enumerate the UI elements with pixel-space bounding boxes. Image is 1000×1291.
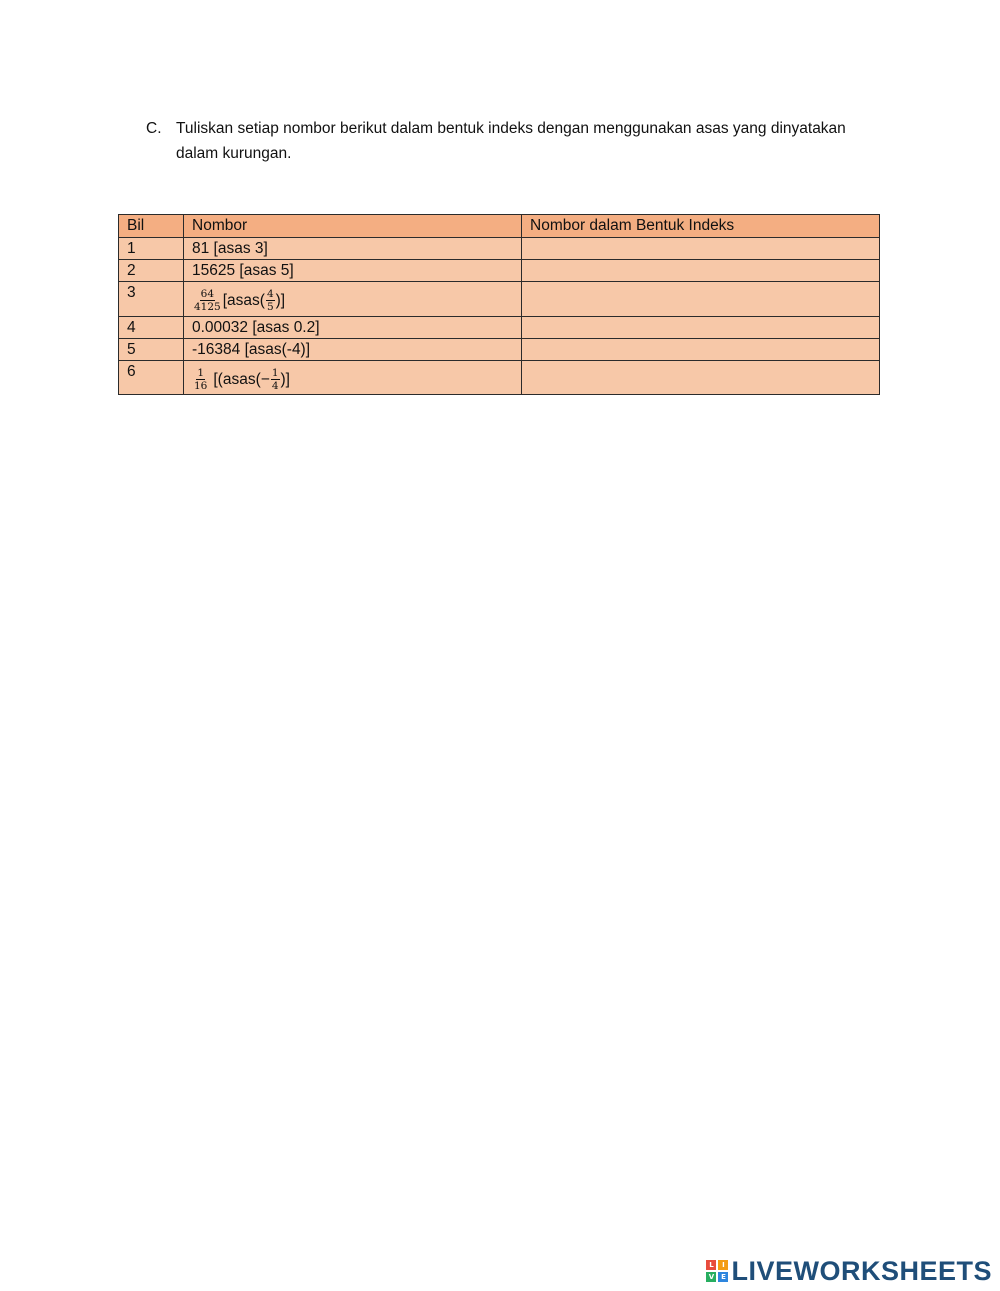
base-label: [asas( xyxy=(222,292,265,309)
answer-cell[interactable] xyxy=(522,338,880,360)
row-bil: 2 xyxy=(119,260,184,282)
fraction xyxy=(193,288,222,313)
row-nombor xyxy=(184,282,522,317)
row-nombor xyxy=(184,360,522,395)
answer-cell[interactable] xyxy=(522,238,880,260)
liveworksheets-logo xyxy=(706,1256,992,1286)
base-label: [(asas(− xyxy=(213,370,270,388)
logo-mark-icon xyxy=(706,1260,728,1282)
table-header-row xyxy=(119,215,880,238)
question-text: Tuliskan setiap nombor berikut dalam bentuk indeks dengan menggunakan asas yang dinyatakan dalam kurungan. xyxy=(176,120,846,162)
base-denominator: 4 xyxy=(271,379,279,392)
table-row xyxy=(119,282,880,317)
base-fraction xyxy=(266,288,275,313)
row-bil: 6 xyxy=(119,360,184,395)
logo-mark-letter: E xyxy=(718,1272,728,1282)
question-letter: C. xyxy=(146,120,162,137)
row-bil: 1 xyxy=(119,238,184,260)
answer-cell[interactable] xyxy=(522,360,880,395)
row-nombor: 81 [asas 3] xyxy=(184,238,522,260)
answer-cell[interactable] xyxy=(522,282,880,317)
closing-bracket: )] xyxy=(275,292,286,309)
index-table xyxy=(118,214,880,395)
question xyxy=(146,116,846,166)
table-row xyxy=(119,238,880,260)
fraction xyxy=(193,367,208,392)
table-row xyxy=(119,316,880,338)
logo-mark-letter: V xyxy=(706,1272,716,1282)
base-denominator: 5 xyxy=(266,301,274,313)
table-row xyxy=(119,260,880,282)
table-row xyxy=(119,360,880,395)
fraction-denominator: 16 xyxy=(194,379,208,392)
header-bil: Bil xyxy=(119,215,184,238)
logo-text: LIVEWORKSHEETS xyxy=(731,1255,992,1286)
row-nombor: -16384 [asas(-4)] xyxy=(184,338,522,360)
base-numerator: 1 xyxy=(271,366,279,379)
fraction-numerator: 64 xyxy=(200,288,215,300)
logo-mark-letter: I xyxy=(718,1260,728,1270)
header-nombor: Nombor xyxy=(184,215,522,238)
base-fraction xyxy=(271,367,280,392)
row-nombor: 0.00032 [asas 0.2] xyxy=(184,316,522,338)
row-bil: 3 xyxy=(119,282,184,317)
answer-cell[interactable] xyxy=(522,316,880,338)
logo-mark-letter: L xyxy=(706,1260,716,1270)
row-bil: 5 xyxy=(119,338,184,360)
base-numerator: 4 xyxy=(266,288,274,300)
closing-bracket: )] xyxy=(280,370,290,388)
row-nombor: 15625 [asas 5] xyxy=(184,260,522,282)
table-row xyxy=(119,338,880,360)
fraction-denominator: 4125 xyxy=(194,301,221,313)
answer-cell[interactable] xyxy=(522,260,880,282)
header-indeks: Nombor dalam Bentuk Indeks xyxy=(522,215,880,238)
fraction-numerator: 1 xyxy=(197,366,205,379)
row-bil: 4 xyxy=(119,316,184,338)
